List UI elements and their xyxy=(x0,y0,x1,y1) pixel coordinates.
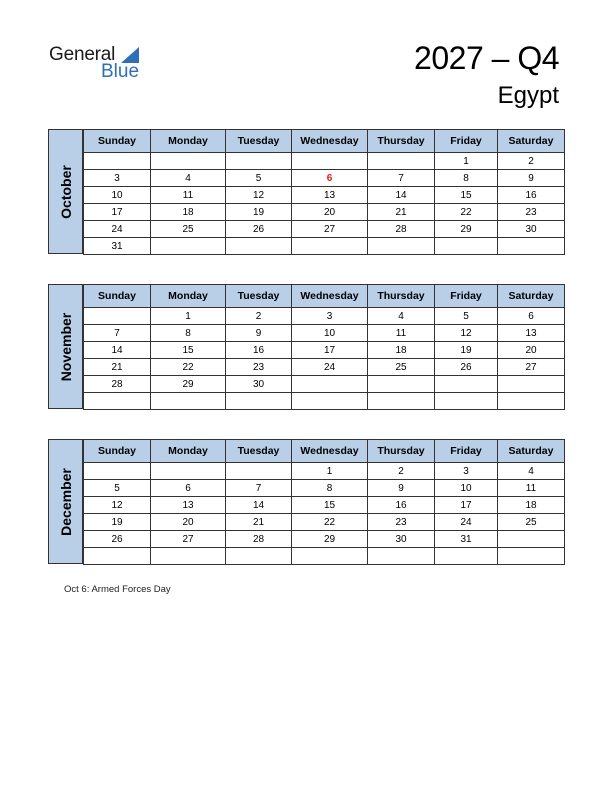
empty-cell xyxy=(151,463,226,480)
day-cell: 27 xyxy=(498,359,565,376)
day-cell: 29 xyxy=(435,221,498,238)
day-cell: 6 xyxy=(151,480,226,497)
weekday-header: Sunday xyxy=(84,285,151,308)
day-cell: 1 xyxy=(151,308,226,325)
day-cell: 7 xyxy=(84,325,151,342)
empty-cell xyxy=(151,548,226,565)
day-cell: 12 xyxy=(226,187,292,204)
day-cell: 2 xyxy=(368,463,435,480)
day-cell: 18 xyxy=(498,497,565,514)
day-cell: 16 xyxy=(226,342,292,359)
day-cell: 4 xyxy=(498,463,565,480)
day-cell: 14 xyxy=(226,497,292,514)
month-block-december xyxy=(48,439,564,564)
day-cell: 17 xyxy=(435,497,498,514)
day-cell: 23 xyxy=(368,514,435,531)
day-cell: 12 xyxy=(84,497,151,514)
day-cell: 28 xyxy=(226,531,292,548)
empty-cell xyxy=(435,238,498,255)
day-cell: 29 xyxy=(151,376,226,393)
week-row xyxy=(84,359,565,376)
day-cell: 2 xyxy=(498,153,565,170)
generalblue-logo xyxy=(49,44,149,84)
day-cell: 1 xyxy=(292,463,368,480)
day-cell: 15 xyxy=(151,342,226,359)
empty-cell xyxy=(84,153,151,170)
day-cell: 1 xyxy=(435,153,498,170)
day-cell: 3 xyxy=(292,308,368,325)
day-cell: 23 xyxy=(226,359,292,376)
day-cell: 22 xyxy=(292,514,368,531)
holiday-note: Oct 6: Armed Forces Day xyxy=(64,584,171,595)
empty-cell xyxy=(368,548,435,565)
week-row xyxy=(84,204,565,221)
month-name: December xyxy=(57,467,74,536)
page-title: 2027 – Q4 xyxy=(414,40,559,76)
day-cell: 20 xyxy=(292,204,368,221)
day-cell: 24 xyxy=(435,514,498,531)
weekday-header: Tuesday xyxy=(226,285,292,308)
month-label xyxy=(48,439,83,564)
day-cell: 11 xyxy=(151,187,226,204)
day-cell: 14 xyxy=(84,342,151,359)
day-cell: 21 xyxy=(84,359,151,376)
weekday-header: Tuesday xyxy=(226,440,292,463)
day-cell: 31 xyxy=(435,531,498,548)
day-cell: 20 xyxy=(151,514,226,531)
day-cell: 27 xyxy=(292,221,368,238)
empty-cell xyxy=(151,238,226,255)
day-cell: 26 xyxy=(84,531,151,548)
empty-cell xyxy=(368,376,435,393)
day-cell: 25 xyxy=(368,359,435,376)
month-table xyxy=(83,129,565,255)
empty-cell xyxy=(84,463,151,480)
day-cell: 24 xyxy=(292,359,368,376)
day-cell: 21 xyxy=(226,514,292,531)
month-block-november xyxy=(48,284,564,409)
day-cell: 8 xyxy=(292,480,368,497)
week-row xyxy=(84,325,565,342)
week-row xyxy=(84,548,565,565)
weekday-header: Thursday xyxy=(368,440,435,463)
day-cell: 3 xyxy=(84,170,151,187)
day-cell: 12 xyxy=(435,325,498,342)
month-block-october xyxy=(48,129,564,254)
day-cell: 13 xyxy=(151,497,226,514)
day-cell: 10 xyxy=(84,187,151,204)
day-cell: 13 xyxy=(292,187,368,204)
month-table xyxy=(83,284,565,410)
day-cell: 16 xyxy=(498,187,565,204)
weekday-header: Friday xyxy=(435,130,498,153)
empty-cell xyxy=(368,393,435,410)
month-name: October xyxy=(57,164,74,219)
week-row xyxy=(84,238,565,255)
logo-blue-text: Blue xyxy=(101,61,140,82)
weekday-header: Thursday xyxy=(368,130,435,153)
month-label xyxy=(48,129,83,254)
month-name: November xyxy=(57,312,74,381)
day-cell: 18 xyxy=(151,204,226,221)
weekday-header: Monday xyxy=(151,440,226,463)
day-cell: 6 xyxy=(292,170,368,187)
day-cell: 27 xyxy=(151,531,226,548)
weekday-header: Friday xyxy=(435,285,498,308)
day-cell: 28 xyxy=(368,221,435,238)
empty-cell xyxy=(292,548,368,565)
week-row xyxy=(84,153,565,170)
empty-cell xyxy=(292,238,368,255)
empty-cell xyxy=(435,548,498,565)
empty-cell xyxy=(226,153,292,170)
day-cell: 22 xyxy=(151,359,226,376)
day-cell: 4 xyxy=(151,170,226,187)
empty-cell xyxy=(226,463,292,480)
day-cell: 9 xyxy=(226,325,292,342)
weekday-header: Tuesday xyxy=(226,130,292,153)
empty-cell xyxy=(84,548,151,565)
day-cell: 9 xyxy=(368,480,435,497)
empty-cell xyxy=(226,238,292,255)
day-cell: 7 xyxy=(226,480,292,497)
day-cell: 10 xyxy=(435,480,498,497)
empty-cell xyxy=(292,376,368,393)
weekday-header: Saturday xyxy=(498,285,565,308)
day-cell: 30 xyxy=(368,531,435,548)
empty-cell xyxy=(498,393,565,410)
empty-cell xyxy=(84,393,151,410)
weekday-header: Sunday xyxy=(84,130,151,153)
day-cell: 7 xyxy=(368,170,435,187)
day-cell: 17 xyxy=(292,342,368,359)
day-cell: 9 xyxy=(498,170,565,187)
day-cell: 19 xyxy=(435,342,498,359)
empty-cell xyxy=(84,308,151,325)
empty-cell xyxy=(151,393,226,410)
day-cell: 10 xyxy=(292,325,368,342)
day-cell: 15 xyxy=(292,497,368,514)
weekday-header: Wednesday xyxy=(292,440,368,463)
day-cell: 20 xyxy=(498,342,565,359)
day-cell: 25 xyxy=(151,221,226,238)
week-row xyxy=(84,463,565,480)
day-cell: 18 xyxy=(368,342,435,359)
day-cell: 23 xyxy=(498,204,565,221)
day-cell: 26 xyxy=(226,221,292,238)
empty-cell xyxy=(226,548,292,565)
day-cell: 13 xyxy=(498,325,565,342)
weekday-header: Wednesday xyxy=(292,130,368,153)
day-cell: 3 xyxy=(435,463,498,480)
day-cell: 26 xyxy=(435,359,498,376)
weekday-header: Thursday xyxy=(368,285,435,308)
day-cell: 4 xyxy=(368,308,435,325)
day-cell: 14 xyxy=(368,187,435,204)
empty-cell xyxy=(226,393,292,410)
month-label xyxy=(48,284,83,409)
week-row xyxy=(84,497,565,514)
empty-cell xyxy=(498,238,565,255)
day-cell: 19 xyxy=(84,514,151,531)
empty-cell xyxy=(292,393,368,410)
day-cell: 29 xyxy=(292,531,368,548)
month-table xyxy=(83,439,565,565)
logo-general-text: General xyxy=(49,44,116,65)
day-cell: 24 xyxy=(84,221,151,238)
weekday-header: Monday xyxy=(151,130,226,153)
week-row xyxy=(84,514,565,531)
empty-cell xyxy=(151,153,226,170)
day-cell: 15 xyxy=(435,187,498,204)
day-cell: 11 xyxy=(368,325,435,342)
week-row xyxy=(84,342,565,359)
day-cell: 28 xyxy=(84,376,151,393)
week-row xyxy=(84,308,565,325)
weekday-header: Friday xyxy=(435,440,498,463)
week-row xyxy=(84,376,565,393)
day-cell: 30 xyxy=(498,221,565,238)
weekday-header: Wednesday xyxy=(292,285,368,308)
week-row xyxy=(84,221,565,238)
day-cell: 6 xyxy=(498,308,565,325)
empty-cell xyxy=(498,531,565,548)
day-cell: 17 xyxy=(84,204,151,221)
empty-cell xyxy=(435,376,498,393)
day-cell: 31 xyxy=(84,238,151,255)
day-cell: 5 xyxy=(226,170,292,187)
week-row xyxy=(84,480,565,497)
empty-cell xyxy=(435,393,498,410)
day-cell: 8 xyxy=(435,170,498,187)
week-row xyxy=(84,531,565,548)
country-name: Egypt xyxy=(497,82,559,109)
day-cell: 22 xyxy=(435,204,498,221)
empty-cell xyxy=(292,153,368,170)
day-cell: 5 xyxy=(84,480,151,497)
empty-cell xyxy=(498,376,565,393)
day-cell: 5 xyxy=(435,308,498,325)
day-cell: 25 xyxy=(498,514,565,531)
day-cell: 16 xyxy=(368,497,435,514)
week-row xyxy=(84,170,565,187)
week-row xyxy=(84,393,565,410)
day-cell: 11 xyxy=(498,480,565,497)
empty-cell xyxy=(368,153,435,170)
day-cell: 2 xyxy=(226,308,292,325)
day-cell: 21 xyxy=(368,204,435,221)
weekday-header: Monday xyxy=(151,285,226,308)
empty-cell xyxy=(498,548,565,565)
weekday-header: Saturday xyxy=(498,130,565,153)
empty-cell xyxy=(368,238,435,255)
day-cell: 8 xyxy=(151,325,226,342)
weekday-header: Sunday xyxy=(84,440,151,463)
week-row xyxy=(84,187,565,204)
day-cell: 19 xyxy=(226,204,292,221)
weekday-header: Saturday xyxy=(498,440,565,463)
day-cell: 30 xyxy=(226,376,292,393)
